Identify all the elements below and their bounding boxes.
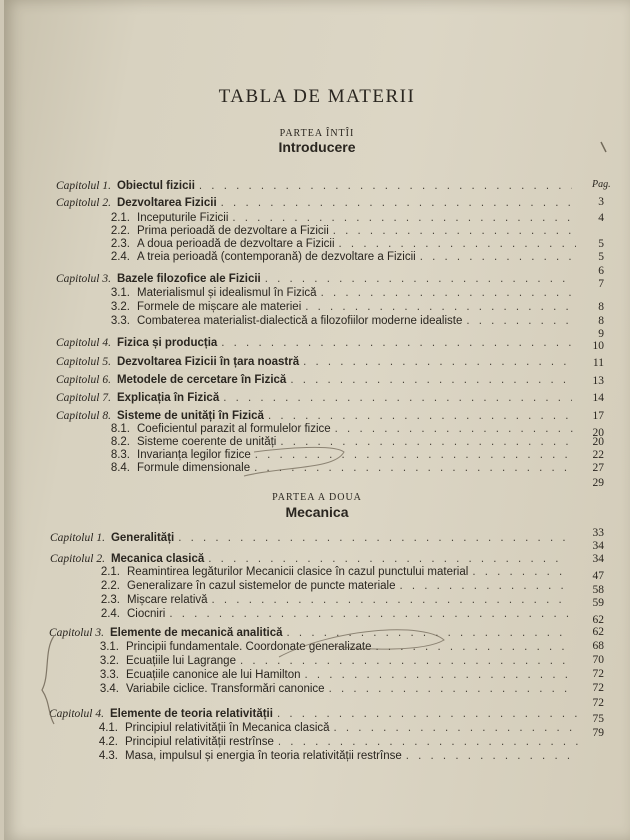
entry-title: Mișcare relativă bbox=[127, 594, 208, 606]
section-number: 8.4. bbox=[110, 462, 130, 474]
entry-title: Metodele de cercetare în Fizică bbox=[116, 374, 287, 386]
entry-title: Generalizare în cazul sistemelor de puncte materiale bbox=[127, 580, 396, 592]
entry-title: Ciocniri bbox=[127, 608, 166, 620]
chapter-label: Capitolul 3. bbox=[49, 627, 104, 639]
section-number: 8.2. bbox=[110, 436, 130, 448]
chapter-label: Capitolul 5. bbox=[56, 356, 111, 368]
entry-title: Principiul relativității în Mecanica clasică bbox=[125, 722, 330, 734]
page-number: 20 bbox=[592, 427, 604, 439]
section-number: 8.3. bbox=[110, 449, 130, 461]
page-number: 27 bbox=[592, 462, 604, 474]
entry-title: Prima perioadă de dezvoltare a Fizicii bbox=[137, 225, 329, 237]
page-number: 75 bbox=[592, 713, 604, 725]
section-number: 3.1. bbox=[110, 287, 130, 299]
page-number: 34 bbox=[592, 540, 604, 552]
entry-title: A doua perioadă de dezvoltare a Fizicii bbox=[137, 238, 335, 250]
chapter-label: Capitolul 2. bbox=[56, 197, 111, 209]
page-number: 59 bbox=[592, 597, 604, 609]
entry-title: Explicația în Fizică bbox=[116, 392, 220, 404]
part2-label: PARTEA A DOUA bbox=[272, 492, 362, 503]
page-number: 72 bbox=[592, 682, 604, 694]
entry-title: Materialismul și idealismul în Fizică bbox=[137, 287, 317, 299]
entry-title: Dezvoltarea Fizicii bbox=[116, 197, 217, 209]
entry-title: Elemente de teoria relativității bbox=[109, 708, 273, 720]
chapter-label: Capitolul 3. bbox=[56, 273, 111, 285]
page-number: 14 bbox=[592, 392, 604, 404]
entry-title: Formele de mișcare ale materiei bbox=[137, 301, 302, 313]
page-number: 72 bbox=[592, 668, 604, 680]
section-number: 3.3. bbox=[110, 315, 130, 327]
section-number: 2.2. bbox=[100, 580, 120, 592]
page-number: 7 bbox=[598, 278, 604, 290]
book-page bbox=[4, 0, 630, 840]
page-number: 20 bbox=[592, 436, 604, 448]
page-number: 29 bbox=[592, 477, 604, 489]
page-number: 17 bbox=[592, 410, 604, 422]
part1-title: Introducere bbox=[278, 139, 356, 155]
chapter-label: Capitolul 2. bbox=[50, 553, 105, 565]
page-number: 4 bbox=[598, 212, 604, 224]
entry-title: Mecanica clasică bbox=[110, 553, 205, 565]
page-column-header: Pag. bbox=[592, 179, 611, 190]
page-number: 62 bbox=[592, 626, 604, 638]
entry-title: Formule dimensionale bbox=[137, 462, 251, 474]
page-number: 62 bbox=[592, 614, 604, 626]
section-number: 3.4. bbox=[99, 683, 119, 695]
section-number: 2.3. bbox=[110, 238, 130, 250]
page-number: 47 bbox=[592, 570, 604, 582]
page-number: 3 bbox=[598, 196, 604, 208]
section-number: 3.1. bbox=[99, 641, 119, 653]
entry-title: Variabile ciclice. Transformări canonice bbox=[126, 683, 325, 695]
entry-title: Combaterea materialist-dialectică a filozofiilor moderne idealiste bbox=[137, 315, 463, 327]
entry-title: Obiectul fizicii bbox=[116, 180, 195, 192]
page-number: 34 bbox=[592, 553, 604, 565]
entry-title: Elemente de mecanică analitică bbox=[109, 627, 283, 639]
chapter-label: Capitolul 6. bbox=[56, 374, 111, 386]
entry-title: Masa, impulsul și energia în teoria relativității restrînse bbox=[125, 750, 402, 762]
page-number: 6 bbox=[598, 265, 604, 277]
page-title: TABLA DE MATERII bbox=[218, 86, 416, 107]
page-number: 9 bbox=[598, 328, 604, 340]
section-number: 3.2. bbox=[110, 301, 130, 313]
section-number: 4.1. bbox=[98, 722, 118, 734]
part1-label: PARTEA ÎNTÎI bbox=[279, 128, 355, 139]
entry-title: Principii fundamentale. Coordonate generalizate bbox=[126, 641, 372, 653]
page-number: 58 bbox=[592, 584, 604, 596]
section-number: 2.3. bbox=[100, 594, 120, 606]
chapter-label: Capitolul 1. bbox=[50, 532, 105, 544]
pencil-annotations bbox=[4, 0, 630, 840]
page-number: 33 bbox=[592, 527, 604, 539]
entry-title: Dezvoltarea Fizicii în țara noastră bbox=[116, 356, 300, 368]
chapter-label: Capitolul 8. bbox=[56, 410, 111, 422]
page-number: 11 bbox=[592, 357, 604, 369]
section-number: 4.3. bbox=[98, 750, 118, 762]
section-number: 2.4. bbox=[100, 608, 120, 620]
entry-title: Generalități bbox=[110, 532, 175, 544]
entry-title: Reamintirea legăturilor Mecanicii clasice în cazul punctului material bbox=[127, 566, 469, 578]
chapter-label: Capitolul 1. bbox=[56, 180, 111, 192]
chapter-label: Capitolul 7. bbox=[56, 392, 111, 404]
page-number: 5 bbox=[598, 238, 604, 250]
section-number: 2.1. bbox=[100, 566, 120, 578]
section-number: 2.2. bbox=[110, 225, 130, 237]
page-number: 13 bbox=[592, 375, 604, 387]
chapter-label: Capitolul 4. bbox=[56, 337, 111, 349]
entry-title: A treia perioadă (contemporană) de dezvoltare a Fizicii bbox=[137, 251, 416, 263]
page-number: 8 bbox=[598, 315, 604, 327]
page-number: 70 bbox=[592, 654, 604, 666]
page-number: 79 bbox=[592, 727, 604, 739]
entry-title: Principiul relativității restrînse bbox=[125, 736, 274, 748]
entry-title: Bazele filozofice ale Fizicii bbox=[116, 273, 261, 285]
page-number: 22 bbox=[592, 449, 604, 461]
entry-title: Sisteme coerente de unități bbox=[137, 436, 277, 448]
entry-title: Invarianța legilor fizice bbox=[137, 449, 251, 461]
section-number: 2.4. bbox=[110, 251, 130, 263]
section-number: 3.3. bbox=[99, 669, 119, 681]
entry-title: Sisteme de unități în Fizică bbox=[116, 410, 264, 422]
page-number: 5 bbox=[598, 251, 604, 263]
part2-title: Mecanica bbox=[285, 504, 349, 520]
section-number: 2.1. bbox=[110, 212, 130, 224]
entry-title: Coeficientul parazit al formulelor fizice bbox=[137, 423, 331, 435]
section-number: 3.2. bbox=[99, 655, 119, 667]
page-number: 10 bbox=[592, 340, 604, 352]
entry-title: Inceputurile Fizicii bbox=[137, 212, 229, 224]
section-number: 8.1. bbox=[110, 423, 130, 435]
chapter-label: Capitolul 4. bbox=[49, 708, 104, 720]
page-number: 8 bbox=[598, 301, 604, 313]
entry-title: Ecuațiile canonice ale lui Hamilton bbox=[126, 669, 301, 681]
page-number: 68 bbox=[592, 640, 604, 652]
entry-title: Fizica și producția bbox=[116, 337, 218, 349]
page-number: 72 bbox=[592, 697, 604, 709]
entry-title: Ecuațiile lui Lagrange bbox=[126, 655, 236, 667]
section-number: 4.2. bbox=[98, 736, 118, 748]
